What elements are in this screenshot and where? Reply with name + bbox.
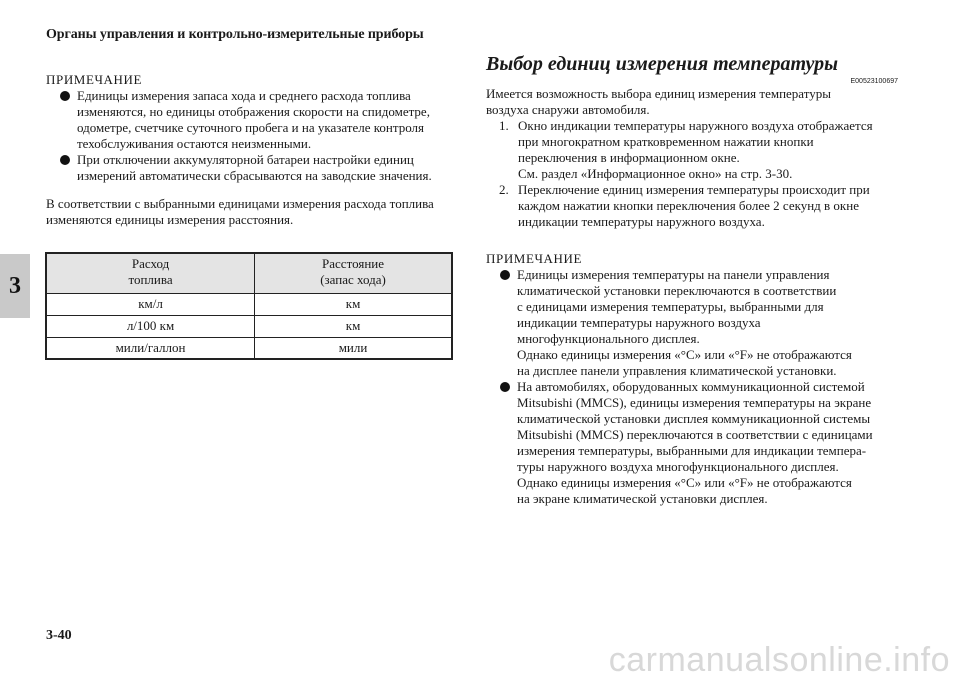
- table-cell: км: [255, 315, 452, 337]
- step-line: при многократном кратковременном нажатии кнопки: [518, 134, 814, 149]
- page-header: Органы управления и контрольно-измерительные приборы: [46, 27, 424, 42]
- note-line: климатической установки дисплея коммуникационной системы: [517, 411, 871, 426]
- note-item: [517, 379, 898, 507]
- bullet-icon: [60, 155, 70, 165]
- header-line: (запас хода): [320, 272, 386, 287]
- step-line: каждом нажатии кнопки переключения более 2 секунд в окне: [518, 198, 859, 213]
- table-header-cell: [255, 253, 452, 293]
- note-line: одометре, счетчике суточного пробега и на указателе контроля: [77, 120, 425, 135]
- header-line: топлива: [128, 272, 173, 287]
- document-code: E00523100697: [850, 78, 898, 85]
- note-line: На автомобилях, оборудованных коммуникационной системой: [517, 379, 865, 394]
- paragraph-line: изменяются единицы измерения расстояния.: [46, 212, 294, 227]
- note-line: Однако единицы измерения «°C» или «°F» не отображаются: [517, 347, 852, 362]
- note-line: измерений автоматически сбрасываются на заводские значения.: [77, 168, 432, 183]
- note-line: туры наружного воздуха многофункционального дисплея.: [517, 459, 839, 474]
- step-item: [499, 118, 898, 182]
- step-line: Переключение единиц измерения температуры происходит при: [518, 182, 870, 197]
- paragraph-line: В соответствии с выбранными единицами измерения расхода топлива: [46, 196, 434, 211]
- section-tab-label: 3: [9, 272, 21, 299]
- note-line: Единицы измерения запаса хода и среднего расхода топлива: [77, 88, 411, 103]
- note-item: [517, 267, 898, 379]
- note-item: [77, 152, 456, 184]
- step-line: индикации температуры наружного воздуха.: [518, 214, 765, 229]
- paragraph-line: Имеется возможность выбора единиц измерения температуры: [486, 86, 831, 101]
- units-table: [45, 252, 453, 360]
- note-title: ПРИМЕЧАНИЕ: [46, 72, 143, 87]
- note-line: многофункционального дисплея.: [517, 331, 700, 346]
- note-line: Mitsubishi (MMCS) переключаются в соответствии с единицами: [517, 427, 873, 442]
- note-line: Mitsubishi (MMCS), единицы измерения температуры на экране: [517, 395, 872, 410]
- table-header-cell: [46, 253, 255, 293]
- step-line: переключения в информационном окне.: [518, 150, 740, 165]
- note-line: Однако единицы измерения «°C» или «°F» не отображаются: [517, 475, 852, 490]
- note-list: [46, 88, 456, 184]
- note-line: Единицы измерения температуры на панели управления: [517, 267, 830, 282]
- bullet-icon: [500, 382, 510, 392]
- step-line: Окно индикации температуры наружного воздуха отображается: [518, 118, 873, 133]
- section-title: Выбор единиц измерения температуры: [486, 53, 839, 75]
- note-item: [77, 88, 456, 152]
- intro-paragraph: [486, 86, 898, 118]
- bullet-icon: [60, 91, 70, 101]
- left-column: [46, 72, 456, 360]
- note-line: на дисплее панели управления климатической установки.: [517, 363, 837, 378]
- body-paragraph: [46, 196, 456, 228]
- table-cell: мили: [255, 337, 452, 359]
- note-list: [486, 267, 898, 507]
- note-line: техобслуживания остаются неизменными.: [77, 136, 312, 151]
- note-line: климатической установки переключаются в соответствии: [517, 283, 837, 298]
- header-line: Расход: [131, 256, 170, 271]
- note-line: на экране климатической установки дисплея.: [517, 491, 768, 506]
- step-number: 1.: [499, 118, 509, 133]
- note-line: индикации температуры наружного воздуха: [517, 315, 761, 330]
- step-item: [499, 182, 898, 230]
- table-row: [46, 293, 452, 315]
- note-line: измерения температуры, выбранными для индикации темпера-: [517, 443, 867, 458]
- table-row: [46, 337, 452, 359]
- step-number: 2.: [499, 182, 509, 197]
- table-row: [46, 315, 452, 337]
- steps-list: [486, 118, 898, 230]
- page-number: 3-40: [46, 628, 72, 643]
- section-tab: [0, 254, 30, 318]
- table-cell: км/л: [46, 293, 255, 315]
- note-line: При отключении аккумуляторной батареи настройки единиц: [77, 152, 414, 167]
- table-cell: км: [255, 293, 452, 315]
- step-line: См. раздел «Информационное окно» на стр. 3-30.: [518, 166, 793, 181]
- note-line: с единицами измерения температуры, выбранными для: [517, 299, 824, 314]
- table-cell: мили/галлон: [46, 337, 255, 359]
- note-title: ПРИМЕЧАНИЕ: [486, 251, 583, 266]
- right-column: [486, 52, 898, 507]
- table-cell: л/100 км: [46, 315, 255, 337]
- note-line: изменяются, но единицы отображения скорости на спидометре,: [77, 104, 430, 119]
- watermark: carmanualsonline.info: [608, 641, 950, 679]
- header-line: Расстояние: [322, 256, 384, 271]
- table-header-row: [46, 253, 452, 293]
- bullet-icon: [500, 270, 510, 280]
- paragraph-line: воздуха снаружи автомобиля.: [486, 102, 650, 117]
